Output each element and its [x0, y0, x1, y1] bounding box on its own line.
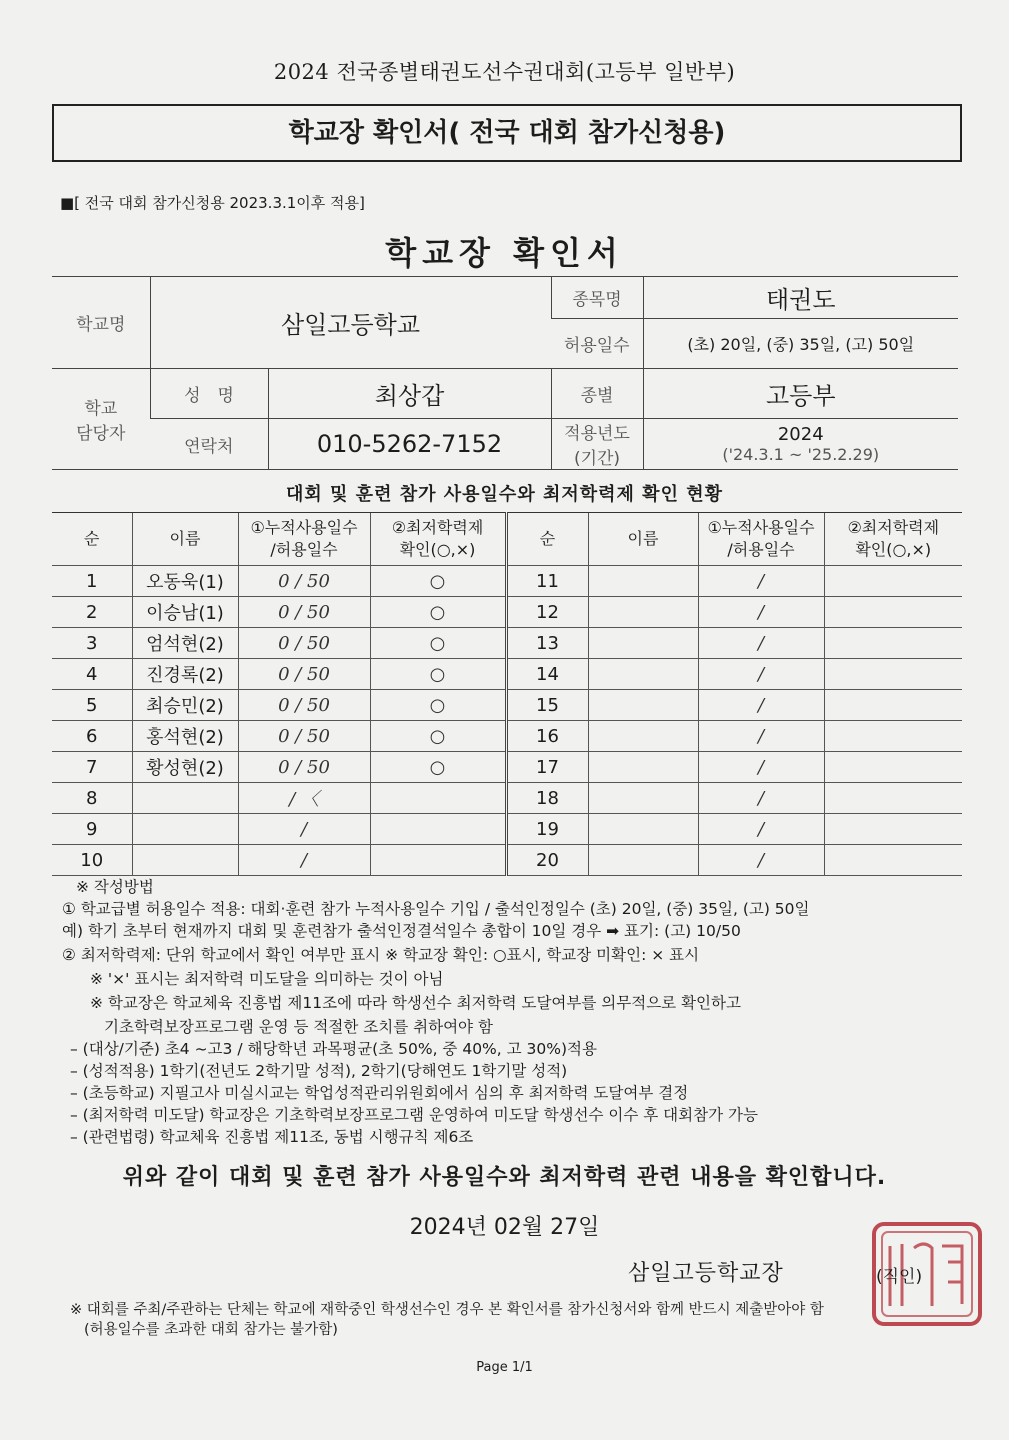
table-row	[52, 721, 962, 752]
name-cell: 오동욱(1)	[132, 566, 238, 597]
no-cell: 17	[506, 752, 588, 783]
summary-title: 대회 및 훈련 참가 사용일수와 최저학력제 확인 현황	[285, 484, 723, 505]
name-cell	[132, 783, 238, 814]
table-row	[52, 783, 962, 814]
school-info-table	[52, 276, 958, 470]
table-row	[52, 597, 962, 628]
min-check-cell	[824, 783, 962, 814]
header-min-right-2: 확인(○,×)	[855, 540, 932, 559]
event-label: 종목명	[551, 277, 643, 319]
no-cell: 20	[506, 845, 588, 876]
name-cell	[588, 690, 698, 721]
year-value: 2024	[777, 424, 824, 445]
school-label: 학교명	[52, 277, 150, 369]
note-4: ※ 학교장은 학교체육 진흥법 제11조에 따라 학생선수 최저학력 도달여부를 의무적으로 확인하고	[90, 994, 741, 1012]
header-name-right: 이름	[588, 513, 698, 566]
table-row	[52, 566, 962, 597]
name-cell	[588, 566, 698, 597]
min-check-cell	[370, 814, 506, 845]
min-check-cell	[824, 628, 962, 659]
name-cell: 엄석현(2)	[132, 628, 238, 659]
manager-label	[52, 369, 150, 470]
name-value: 최상갑	[268, 369, 551, 419]
allowed-days-label: 허용일수	[551, 319, 643, 369]
no-cell: 6	[52, 721, 132, 752]
no-cell: 9	[52, 814, 132, 845]
note-5: – (대상/기준) 초4 ~고3 / 해당학년 과목평균(초 50%, 중 40%, 고 30%)적용	[70, 1040, 597, 1058]
no-cell: 1	[52, 566, 132, 597]
footer-note	[70, 1300, 824, 1340]
days-cell: /	[698, 566, 824, 597]
name-cell	[588, 628, 698, 659]
no-cell: 19	[506, 814, 588, 845]
year-label-line2: (기간)	[573, 449, 621, 469]
no-cell: 10	[52, 845, 132, 876]
division-label: 종별	[551, 369, 643, 419]
days-cell: /	[698, 659, 824, 690]
days-cell: /	[238, 814, 370, 845]
days-cell: 0 / 50	[238, 628, 370, 659]
no-cell: 3	[52, 628, 132, 659]
name-cell	[132, 814, 238, 845]
no-cell: 7	[52, 752, 132, 783]
notes-heading: ※ 작성방법	[76, 878, 154, 896]
no-cell: 13	[506, 628, 588, 659]
note-1-example: 예) 학기 초부터 현재까지 대회 및 훈련참가 출석인정결석일수 총합이 10일 경우 ➡ 표기: (고) 10/50	[62, 922, 741, 940]
event-title: 2024 전국종별태권도선수권대회(고등부 일반부)	[273, 60, 736, 84]
applicability-note: ■[ 전국 대회 참가신청용 2023.3.1이후 적용]	[60, 194, 365, 212]
footer-note-line2: (허용일수를 초과한 대회 참가는 불가함)	[84, 1322, 338, 1338]
min-check-cell: ○	[370, 628, 506, 659]
school-value: 삼일고등학교	[150, 277, 551, 369]
header-days-right	[698, 513, 824, 566]
note-4-cont: 기초학력보장프로그램 운영 등 적절한 조치를 취하여야 함	[104, 1018, 493, 1036]
days-cell: 0 / 50	[238, 721, 370, 752]
min-check-cell	[824, 721, 962, 752]
no-cell: 2	[52, 597, 132, 628]
min-check-cell: ○	[370, 597, 506, 628]
note-2: ② 최저학력제: 단위 학교에서 확인 여부만 표시 ※ 학교장 확인: ○표시, 학교장 미확인: × 표시	[62, 946, 700, 964]
min-check-cell	[824, 597, 962, 628]
period-value: ('24.3.1 ~ '25.2.29)	[722, 445, 880, 464]
table-row	[52, 845, 962, 876]
name-cell	[588, 752, 698, 783]
header-days-right-2: /허용일수	[727, 540, 795, 559]
note-7: – (초등학교) 지필고사 미실시교는 학업성적관리위원회에서 심의 후 최저학력 도달여부 결정	[70, 1084, 689, 1102]
name-cell	[588, 783, 698, 814]
note-1: ① 학교급별 허용일수 적용: 대회·훈련 참가 누적사용일수 기입 / 출석인정일수 (초) 20일, (중) 35일, (고) 50일	[62, 900, 810, 918]
no-cell: 5	[52, 690, 132, 721]
note-9: – (관련법령) 학교체육 진흥법 제11조, 동법 시행규칙 제6조	[70, 1128, 474, 1146]
confirmation-statement: 위와 같이 대회 및 훈련 참가 사용일수와 최저학력 관련 내용을 확인합니다.	[122, 1165, 887, 1190]
min-check-cell	[824, 690, 962, 721]
days-cell: /	[698, 597, 824, 628]
min-check-cell: ○	[370, 721, 506, 752]
manager-label-line1: 학교	[84, 399, 118, 419]
min-check-cell	[824, 659, 962, 690]
table-row	[52, 814, 962, 845]
table-row	[52, 752, 962, 783]
table-row	[52, 659, 962, 690]
min-check-cell	[824, 845, 962, 876]
days-cell: /	[698, 752, 824, 783]
days-cell: /	[698, 721, 824, 752]
days-cell: / 〈	[238, 783, 370, 814]
table-row	[52, 690, 962, 721]
name-cell	[588, 659, 698, 690]
min-check-cell: ○	[370, 659, 506, 690]
name-cell: 이승남(1)	[132, 597, 238, 628]
name-cell: 최승민(2)	[132, 690, 238, 721]
min-check-cell	[824, 814, 962, 845]
days-cell: 0 / 50	[238, 566, 370, 597]
header-no-right: 순	[506, 513, 588, 566]
no-cell: 12	[506, 597, 588, 628]
days-cell: /	[698, 628, 824, 659]
allowed-days-value: (초) 20일, (중) 35일, (고) 50일	[643, 319, 958, 369]
principal-signature: 삼일고등학교장	[628, 1261, 784, 1286]
no-cell: 14	[506, 659, 588, 690]
header-days-left-1: ①누적사용일수	[250, 517, 358, 537]
days-cell: /	[698, 690, 824, 721]
division-value: 고등부	[643, 369, 958, 419]
year-cell	[643, 419, 958, 470]
days-cell: /	[698, 814, 824, 845]
no-cell: 8	[52, 783, 132, 814]
document-box-title: 학교장 확인서( 전국 대회 참가신청용)	[52, 104, 962, 162]
contact-value: 010-5262-7152	[268, 419, 551, 470]
participation-table	[52, 512, 962, 876]
header-min-right	[824, 513, 962, 566]
name-cell	[588, 814, 698, 845]
year-label-line1: 적용년도	[564, 424, 630, 444]
no-cell: 15	[506, 690, 588, 721]
days-cell: 0 / 50	[238, 690, 370, 721]
no-cell: 18	[506, 783, 588, 814]
name-cell	[588, 721, 698, 752]
page-number: Page 1/1	[476, 1360, 533, 1375]
min-check-cell: ○	[370, 690, 506, 721]
seal-label: (직인)	[876, 1267, 923, 1287]
min-check-cell	[824, 566, 962, 597]
header-min-left-2: 확인(○,×)	[399, 540, 476, 559]
issue-date: 2024년 02월 27일	[409, 1215, 600, 1240]
header-name-left: 이름	[132, 513, 238, 566]
min-check-cell	[824, 752, 962, 783]
no-cell: 11	[506, 566, 588, 597]
note-8: – (최저학력 미도달) 학교장은 기초학력보장프로그램 운영하여 미도달 학생선수 이수 후 대회참가 가능	[70, 1106, 758, 1124]
year-label	[551, 419, 643, 470]
days-cell: /	[238, 845, 370, 876]
min-check-cell	[370, 845, 506, 876]
days-cell: /	[698, 845, 824, 876]
name-cell: 홍석현(2)	[132, 721, 238, 752]
header-days-right-1: ①누적사용일수	[707, 517, 815, 537]
name-cell	[588, 845, 698, 876]
name-label: 성 명	[150, 369, 268, 419]
name-cell: 진경록(2)	[132, 659, 238, 690]
note-3: ※ '×' 표시는 최저학력 미도달을 의미하는 것이 아님	[90, 970, 444, 988]
document-title: 학교장 확인서	[385, 234, 624, 272]
no-cell: 16	[506, 721, 588, 752]
name-cell: 황성현(2)	[132, 752, 238, 783]
table-row	[52, 628, 962, 659]
name-cell	[132, 845, 238, 876]
days-cell: /	[698, 783, 824, 814]
manager-label-line2: 담당자	[76, 424, 126, 444]
header-min-left	[370, 513, 506, 566]
name-cell	[588, 597, 698, 628]
days-cell: 0 / 50	[238, 752, 370, 783]
min-check-cell	[370, 783, 506, 814]
header-min-right-1: ②최저학력제	[847, 517, 940, 537]
min-check-cell: ○	[370, 566, 506, 597]
note-6: – (성적적용) 1학기(전년도 2학기말 성적), 2학기(당해연도 1학기말 성적)	[70, 1062, 568, 1080]
no-cell: 4	[52, 659, 132, 690]
footer-note-line1: ※ 대회를 주최/주관하는 단체는 학교에 재학중인 학생선수인 경우 본 확인서를 참가신청서와 함께 반드시 제출받아야 함	[70, 1302, 824, 1318]
event-value: 태권도	[643, 277, 958, 319]
days-cell: 0 / 50	[238, 597, 370, 628]
header-days-left	[238, 513, 370, 566]
contact-label: 연락처	[150, 419, 268, 470]
min-check-cell: ○	[370, 752, 506, 783]
header-days-left-2: /허용일수	[270, 540, 338, 559]
header-min-left-1: ②최저학력제	[391, 517, 484, 537]
header-no-left: 순	[52, 513, 132, 566]
days-cell: 0 / 50	[238, 659, 370, 690]
